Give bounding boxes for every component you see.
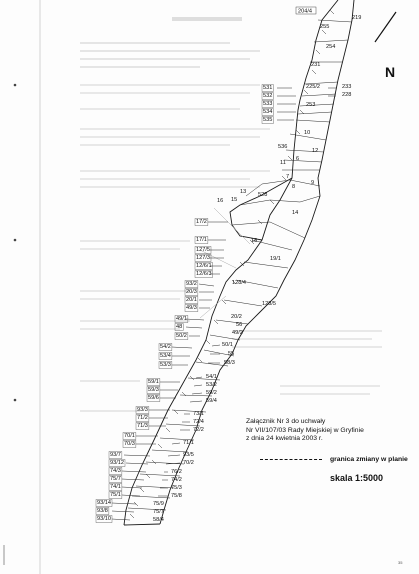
parcel-label	[109, 460, 125, 467]
parcel-label: 56	[236, 322, 243, 328]
parcel-label: 18	[251, 238, 258, 244]
svg-text:54/2: 54/2	[160, 344, 171, 350]
parcel-label	[195, 271, 213, 278]
parcel-label	[185, 297, 198, 304]
parcel-label	[175, 316, 188, 323]
svg-text:533: 533	[263, 101, 273, 107]
parcel-label: 8	[292, 184, 296, 190]
north-arrow-icon	[372, 10, 402, 44]
svg-text:49/3: 49/3	[186, 305, 197, 311]
svg-text:70/1: 70/1	[124, 433, 135, 439]
parcel-label: 49/2	[232, 330, 243, 336]
svg-text:49/1: 49/1	[176, 316, 187, 322]
svg-text:531: 531	[263, 85, 273, 91]
parcel-label	[262, 93, 273, 100]
svg-text:93/8: 93/8	[97, 508, 108, 514]
svg-text:93/10: 93/10	[97, 516, 111, 522]
svg-text:20/1: 20/1	[186, 297, 197, 303]
parcel-label: 72/2	[193, 427, 204, 433]
svg-text:127/5: 127/5	[196, 247, 210, 253]
parcel-label	[175, 324, 183, 331]
parcel-label: 20/2	[231, 314, 242, 320]
legend-resolution: Nr VII/107/03 Rady Miejskiej w Gryfinie	[246, 426, 364, 434]
parcel-label: 9	[311, 180, 315, 186]
svg-text:204/4: 204/4	[298, 8, 312, 15]
parcel-label: 76/2	[171, 469, 182, 475]
parcel-label: 219	[352, 15, 362, 21]
parcel-label: 71/1	[183, 440, 194, 446]
parcel-label: 255	[320, 24, 330, 30]
svg-text:93/14: 93/14	[97, 500, 111, 506]
parcel-label: 225/2	[306, 84, 320, 90]
parcel-label	[159, 344, 172, 351]
legend-boundary-entry	[246, 456, 411, 470]
boundary-dash-icon	[260, 459, 322, 460]
parcel-label	[175, 333, 188, 340]
parcel-label: 128/4	[232, 280, 246, 286]
parcel-label: 50/1	[222, 342, 233, 348]
svg-text:71/2: 71/2	[137, 415, 148, 421]
parcel-label	[109, 452, 122, 459]
parcel-label: 128/5	[262, 301, 276, 307]
parcel-label	[109, 476, 122, 483]
svg-text:93/7: 93/7	[110, 452, 121, 458]
parcel-label: 75/3	[171, 485, 182, 491]
svg-text:535: 535	[263, 117, 273, 123]
parcel-label: 75/8	[171, 493, 182, 499]
svg-text:74/3: 74/3	[110, 468, 121, 474]
parcel-label	[147, 387, 160, 394]
parcel-label: 53/2	[206, 382, 217, 388]
svg-text:17/1: 17/1	[196, 237, 207, 243]
parcel-label: 59/4	[206, 398, 217, 404]
svg-text:74/1: 74/1	[110, 484, 121, 490]
page-number: 35	[398, 560, 403, 565]
parcel-label	[195, 237, 208, 244]
parcel-label	[185, 281, 198, 288]
svg-text:53/4: 53/4	[160, 353, 171, 359]
map-legend	[246, 418, 411, 483]
parcel-label: 253	[306, 102, 316, 108]
parcel-label: 528	[258, 192, 268, 198]
parcel-label	[195, 263, 213, 270]
parcel-label	[262, 85, 273, 92]
parcel-label	[96, 500, 112, 507]
svg-text:93/3: 93/3	[137, 407, 148, 413]
svg-text:12/6/1: 12/6/1	[196, 263, 212, 269]
legend-date: z dnia 24 kwietnia 2003 r.	[246, 435, 323, 443]
svg-text:50/2: 50/2	[176, 333, 187, 339]
svg-text:48: 48	[176, 324, 183, 330]
parcel-label	[262, 101, 273, 108]
legend-boundary-label: granica zmiany w planie	[330, 455, 408, 463]
parcel-label	[195, 247, 211, 254]
parcel-label: 58/3	[224, 360, 235, 366]
parcel-label: 233	[342, 84, 352, 90]
north-label: N	[385, 64, 396, 80]
parcel-label	[262, 117, 273, 124]
parcel-label	[136, 423, 149, 430]
parcel-label	[159, 353, 172, 360]
parcel-label	[185, 289, 198, 296]
svg-text:75/7: 75/7	[110, 476, 121, 482]
parcel-label: 536	[278, 144, 288, 150]
parcel-label: 14	[292, 210, 299, 216]
parcel-label: 93/5	[183, 452, 194, 458]
parcel-label: 19/1	[270, 256, 281, 262]
parcel-label: 54/1	[206, 374, 217, 380]
parcel-label	[123, 433, 136, 440]
svg-text:20/3: 20/3	[186, 289, 197, 295]
parcel-label: 15	[231, 197, 238, 203]
svg-text:93/2: 93/2	[186, 281, 197, 287]
parcel-label	[96, 508, 109, 515]
parcel-label: 59/2	[206, 390, 217, 396]
parcel-label	[123, 441, 136, 448]
parcel-label	[136, 415, 149, 422]
parcel-label	[136, 407, 149, 414]
parcel-label: 72/4	[193, 419, 204, 425]
svg-text:59/1: 59/1	[148, 379, 159, 385]
svg-text:71/3: 71/3	[137, 423, 148, 429]
parcel-label: 231	[311, 62, 321, 68]
parcel-label	[109, 468, 122, 475]
svg-text:75/1: 75/1	[110, 492, 121, 498]
parcel-label: 12	[312, 148, 319, 154]
parcel-label	[262, 109, 273, 116]
svg-text:53/3: 53/3	[160, 362, 171, 368]
parcel-label: 13	[240, 189, 247, 195]
parcel-label: 16	[217, 198, 224, 204]
svg-text:70/3: 70/3	[124, 441, 135, 447]
svg-text:534: 534	[263, 109, 273, 115]
svg-text:127/3: 127/3	[196, 255, 210, 261]
svg-text:59/3: 59/3	[148, 387, 159, 393]
parcel-label: 11	[280, 160, 286, 166]
parcel-label	[96, 516, 112, 523]
parcel-label	[195, 255, 211, 262]
parcel-label: 70/2	[183, 460, 194, 466]
svg-text:93/12: 93/12	[110, 460, 124, 466]
parcel-label: 7	[286, 174, 290, 180]
parcel-label	[147, 379, 160, 386]
parcel-label	[159, 362, 172, 369]
parcel-label	[296, 7, 316, 15]
parcel-label: 75/9	[153, 501, 164, 507]
parcel-label: 254	[326, 44, 336, 50]
parcel-label: 73/1	[193, 411, 204, 417]
parcel-label	[109, 484, 122, 491]
legend-scale: skala 1:5000	[330, 472, 384, 483]
legend-attachment: Załącznik Nr 3 do uchwały	[246, 418, 326, 425]
parcel-label	[185, 305, 198, 312]
parcel-label	[147, 395, 160, 402]
svg-text:12/6/3: 12/6/3	[196, 271, 212, 277]
parcel-label	[109, 492, 122, 499]
parcel-label: 74/2	[171, 477, 182, 483]
binding-marks	[4, 84, 16, 565]
parcel-label: 75/7	[153, 509, 164, 515]
parcel-label: 228	[342, 92, 352, 98]
svg-text:59/6: 59/6	[148, 395, 159, 401]
svg-text:532: 532	[263, 93, 273, 99]
parcel-label: 6	[296, 156, 300, 162]
parcel-label: 58/4	[153, 517, 164, 523]
parcel-label	[195, 219, 208, 226]
parcel-label: 55	[228, 351, 235, 357]
parcel-label: 10	[304, 130, 311, 136]
svg-text:17/2: 17/2	[196, 219, 207, 225]
